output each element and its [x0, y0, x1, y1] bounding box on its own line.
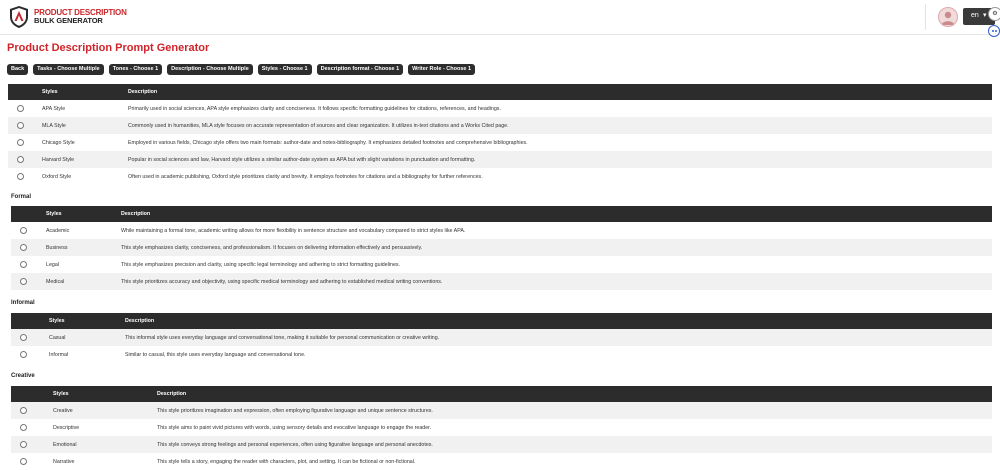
tasks-step-button[interactable]: Tasks - Choose Multiple — [33, 64, 104, 75]
section-label-informal: Informal — [11, 300, 35, 306]
style-description: This informal style uses everyday language and conversational tone, making it suitable for personal communication or creative writing. — [125, 329, 992, 346]
writer-role-step-button[interactable]: Writer Role - Choose 1 — [408, 64, 475, 75]
table-row[interactable] — [11, 419, 992, 436]
radio-column-header — [11, 206, 46, 222]
style-name: Chicago Style — [42, 139, 75, 146]
styles-table-creative — [11, 386, 992, 470]
style-description: This style prioritizes accuracy and objectivity, using specific medical terminology and adhering to established medical writing conventions. — [121, 273, 992, 290]
page-title: Product Description Prompt Generator — [7, 42, 210, 54]
style-name: Narrative — [53, 458, 75, 465]
back-button[interactable]: Back — [7, 64, 28, 75]
description-column-header: Description — [125, 313, 992, 329]
style-radio[interactable] — [17, 139, 24, 146]
style-radio[interactable] — [20, 424, 27, 431]
style-name: Legal — [46, 261, 59, 268]
styles-column-header: Styles — [46, 206, 121, 222]
table-header-row — [11, 386, 992, 402]
table-row[interactable] — [8, 151, 992, 168]
radio-column-header — [8, 84, 42, 100]
style-name: Informal — [49, 351, 69, 358]
style-description: Popular in social sciences and law, Harvard style utilizes a similar author-date system as APA but with slight variations in punctuation and formatting. — [128, 151, 992, 168]
radio-column-header — [11, 386, 53, 402]
style-name: Harvard Style — [42, 151, 128, 168]
style-description: This style aims to paint vivid pictures with words, using sensory details and evocative language to engage the reader. — [157, 424, 432, 431]
style-description: Employed in various fields, Chicago style offers two main formats: author-date and notes-bibliography. It emphasizes detailed footnotes and comprehensive bibliographies. — [128, 139, 528, 146]
user-avatar[interactable] — [938, 7, 958, 27]
style-name: Oxford Style — [42, 173, 72, 180]
style-description: This style prioritizes imagination and expression, often employing figurative language and unique sentence structures. — [157, 402, 992, 419]
table-row[interactable] — [8, 117, 992, 134]
shield-logo-icon — [8, 5, 30, 29]
tones-step-button[interactable]: Tones - Choose 1 — [109, 64, 162, 75]
language-selector-label: en — [971, 12, 979, 19]
table-row[interactable] — [8, 168, 992, 185]
style-name: APA Style — [42, 105, 66, 112]
brand-name-line2: BULK GENERATOR — [34, 16, 103, 25]
table-row[interactable] — [11, 329, 992, 346]
table-row[interactable] — [11, 346, 992, 363]
settings-gear-icon[interactable]: ⚙ — [988, 7, 1000, 21]
style-radio[interactable] — [17, 173, 24, 180]
styles-step-button[interactable]: Styles - Choose 1 — [258, 64, 312, 75]
radio-column-header — [11, 313, 49, 329]
styles-table-informal — [11, 313, 992, 363]
table-row[interactable] — [11, 436, 992, 453]
description-step-button[interactable]: Description - Choose Multiple — [167, 64, 253, 75]
style-radio[interactable] — [20, 458, 27, 465]
header-divider — [925, 4, 926, 30]
styles-column-header: Styles — [49, 313, 125, 329]
style-radio[interactable] — [20, 351, 27, 358]
table-row[interactable] — [11, 273, 992, 290]
description-column-header: Description — [157, 386, 992, 402]
table-row[interactable] — [11, 402, 992, 419]
style-name: Creative — [53, 402, 157, 419]
chat-assistant-icon[interactable] — [988, 25, 1000, 37]
style-radio[interactable] — [20, 334, 27, 341]
style-description: Commonly used in humanities, MLA style focuses on accurate representation of sources and clear organization. It utilizes in-text citations and a Works Cited page. — [128, 117, 992, 134]
styles-column-header: Styles — [42, 84, 128, 100]
table-row[interactable] — [11, 453, 992, 470]
style-name: Casual — [49, 329, 125, 346]
table-row[interactable] — [11, 222, 992, 239]
table-row[interactable] — [11, 239, 992, 256]
user-avatar-icon — [939, 8, 957, 26]
style-name: MLA Style — [42, 117, 128, 134]
style-name: Academic — [46, 227, 70, 234]
description-column-header: Description — [121, 206, 992, 222]
style-name: Emotional — [53, 436, 157, 453]
styles-table-citation — [8, 84, 992, 185]
table-row[interactable] — [8, 134, 992, 151]
description-column-header: Description — [128, 84, 992, 100]
style-name: Medical — [46, 273, 121, 290]
styles-column-header: Styles — [53, 386, 157, 402]
description-format-step-button[interactable]: Description format - Choose 1 — [317, 64, 404, 75]
style-radio[interactable] — [20, 278, 27, 285]
section-label-creative: Creative — [11, 373, 35, 379]
table-header-row — [11, 206, 992, 222]
style-description: Similar to casual, this style uses everyday language and conversational tone. — [125, 351, 306, 358]
style-description: Often used in academic publishing, Oxford style prioritizes clarity and brevity. It employs footnotes for citations and a bibliography for further references. — [128, 173, 483, 180]
style-description: While maintaining a formal tone, academic writing allows for more flexibility in sentence structure and vocabulary compared to strict styles like APA. — [121, 227, 466, 234]
style-radio[interactable] — [17, 122, 24, 129]
style-radio[interactable] — [17, 156, 24, 163]
style-description: This style emphasizes clarity, conciseness, and professionalism. It focuses on delivering information effectively and persuasively. — [121, 239, 992, 256]
style-description: This style tells a story, engaging the reader with characters, plot, and setting. It can be fictional or non-fictional. — [157, 458, 416, 465]
style-radio[interactable] — [20, 227, 27, 234]
style-radio[interactable] — [20, 407, 27, 414]
table-row[interactable] — [8, 100, 992, 117]
brand-name-line1: PRODUCT DESCRIPTION — [34, 8, 127, 17]
style-name: Descriptive — [53, 424, 80, 431]
section-label-formal: Formal — [11, 194, 32, 200]
table-header-row — [11, 313, 992, 329]
style-radio[interactable] — [20, 441, 27, 448]
style-description: This style conveys strong feelings and personal experiences, often using figurative language and personal anecdotes. — [157, 436, 992, 453]
style-description: This style emphasizes precision and clarity, using specific legal terminology and adhering to strict formatting guidelines. — [121, 261, 401, 268]
style-description: Primarily used in social sciences, APA style emphasizes clarity and conciseness. It follows specific formatting guidelines for citations, references, and headings. — [128, 105, 501, 112]
brand-logo[interactable] — [8, 5, 127, 29]
table-header-row — [8, 84, 992, 100]
style-name: Business — [46, 239, 121, 256]
top-header — [0, 0, 1000, 35]
styles-table-formal — [11, 206, 992, 290]
table-row[interactable] — [11, 256, 992, 273]
step-navigation — [7, 64, 475, 75]
style-radio[interactable] — [20, 261, 27, 268]
chevron-down-icon: ▾ — [983, 12, 987, 19]
style-radio[interactable] — [20, 244, 27, 251]
style-radio[interactable] — [17, 105, 24, 112]
